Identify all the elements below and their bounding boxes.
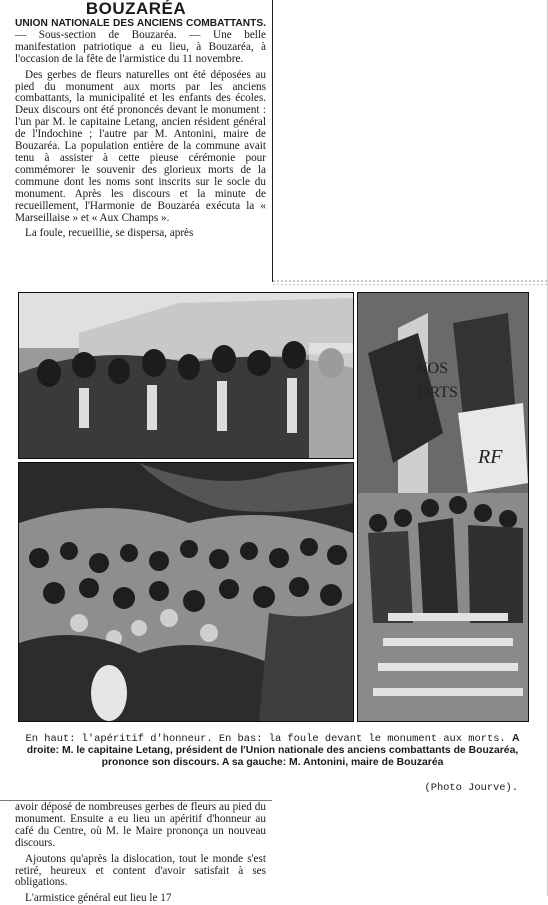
monument-inscription-2: ORTS bbox=[418, 384, 458, 401]
article-column bbox=[0, 0, 272, 282]
continuation-paragraph-3: L'armistice général eut lieu le 17 bbox=[25, 892, 172, 905]
caption-part-1: En haut: l'apéritif d'honneur. En bas: la foule devant le monument aux morts. bbox=[25, 733, 506, 745]
lead-rest: — Sous-section de Bouzaréa. — Une belle manifestation patriotique a eu lieu, à Bouzaréa, à l'occasion de la fête de l'armistice du 11 novembre. bbox=[15, 28, 266, 65]
caption-part-2b: nationale des anciens combattants de Bouzaréa, prononce son discours. A sa gauche: M. Antonini, maire de Bouzaréa bbox=[101, 745, 519, 768]
caption-union: Union bbox=[245, 745, 276, 756]
lead-paragraph bbox=[0, 18, 272, 66]
print-halftone bbox=[272, 279, 548, 285]
headline: BOUZARÉA bbox=[85, 0, 187, 18]
photo-credit: (Photo Jourve). bbox=[424, 782, 518, 794]
lead-bold: UNION NATIONALE DES ANCIENS COMBATTANTS. bbox=[15, 18, 266, 29]
paragraph-3-start: La foule, recueillie, se dispersa, après bbox=[25, 227, 194, 240]
photo-crowd bbox=[18, 462, 354, 722]
continuation-paragraph-1: avoir déposé de nombreuses gerbes de fleurs au pied du monument. Ensuite a eu lieu un apéritif d'honneur au café du Centre, où M. le Maire prononça un nouveau discours. bbox=[15, 801, 266, 849]
column-rule bbox=[272, 0, 273, 282]
photo-aperitif bbox=[18, 292, 354, 459]
photo-speech bbox=[357, 292, 529, 722]
photo-block bbox=[15, 287, 530, 724]
monument-inscription-1: NOS bbox=[416, 360, 449, 377]
paragraph-2: Des gerbes de fleurs naturelles ont été déposées au pied du monument aux morts par les anciens combattants, la municipalité et les enfants des écoles. Deux discours ont été prononcés devant le monument : l'un par M. le capitaine Letang, ancien résident général de l'Indochine ; l'autre par M. Antonini, maire de Bouzaréa. La population entière de la commune avait tenu à assister à cette pieuse cérémonie pour commémorer le souvenir des glorieux morts de la commune dont les noms sont inscrits sur le socle du monument. Après les discours et la minute de recueillement, l'Harmonie de Bouzaréa exécuta la « Marseillaise » et « Aux Champs ». bbox=[15, 68, 266, 224]
continuation-paragraph-2: Ajoutons qu'après la dislocation, tout le monde s'est retiré, heureux et content d'avoir satisfait à ses obligations. bbox=[15, 852, 266, 889]
caption-part-2a: A droite: M. le capitaine Letang, président de l' bbox=[26, 733, 520, 756]
continuation-column bbox=[0, 801, 272, 905]
photo-caption bbox=[15, 733, 530, 769]
flag-monogram: RF bbox=[478, 446, 503, 468]
